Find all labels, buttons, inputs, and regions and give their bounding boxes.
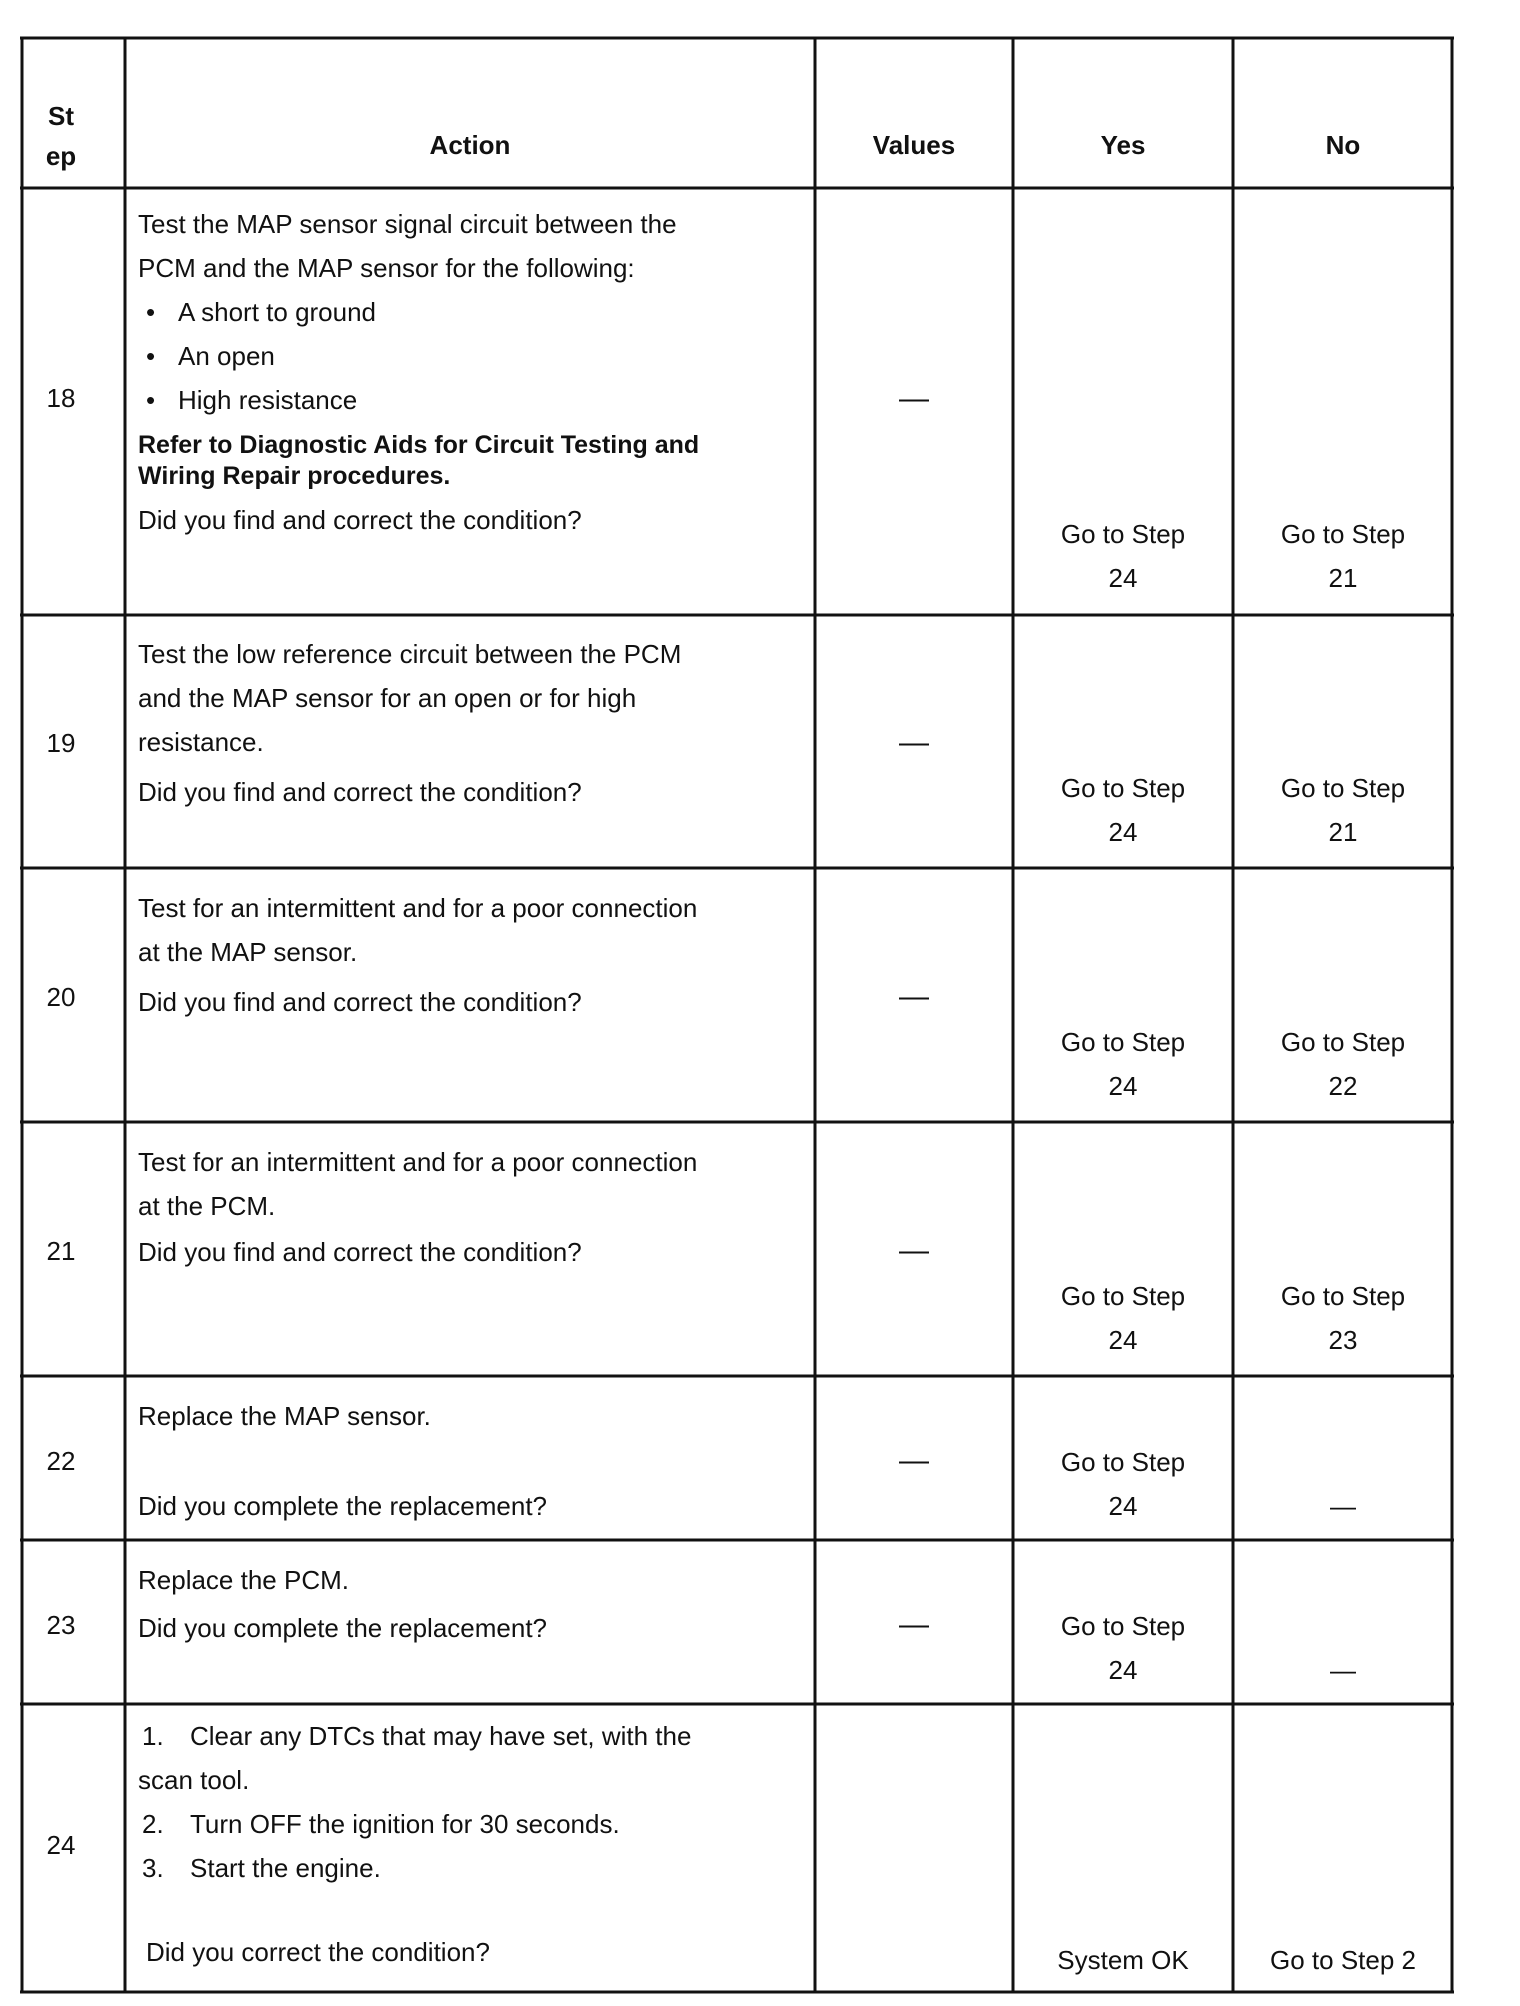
yes-label: Go to Step (1060, 519, 1186, 549)
action-line: Test the MAP sensor signal circuit between the (138, 209, 677, 239)
yes-step: 24 (1108, 1655, 1138, 1685)
action-question: Did you find and correct the condition? (138, 777, 582, 807)
yes-label: Go to Step (1060, 1611, 1186, 1641)
bullet-item: • An open (138, 334, 798, 378)
item-number: 3. (142, 1853, 164, 1883)
action-text (138, 886, 798, 1024)
yes-label: Go to Step (1060, 1281, 1186, 1311)
step-number: 22 (46, 1446, 76, 1476)
item-text: Clear any DTCs that may have set, with the (190, 1721, 692, 1751)
action-question: Did you correct the condition? (146, 1937, 490, 1967)
no-cell (1233, 1484, 1453, 1528)
values-cell: — (899, 1608, 929, 1641)
no-label: Go to Step (1280, 773, 1406, 803)
step-number: 24 (46, 1830, 76, 1860)
item-number: 2. (142, 1809, 164, 1839)
step-number: 18 (46, 383, 76, 413)
no-cell (1233, 1020, 1453, 1108)
header-step-line2: ep (45, 141, 77, 171)
header-action: Action (429, 130, 511, 160)
header-values: Values (872, 130, 956, 160)
no-cell (1233, 512, 1453, 600)
values-cell: — (899, 1444, 929, 1477)
yes-step: 24 (1108, 1491, 1138, 1521)
action-note: Refer to Diagnostic Aids for Circuit Testing and Wiring Repair procedures. (138, 431, 700, 490)
no-step: 23 (1328, 1325, 1358, 1355)
no-dash: — (1330, 1491, 1356, 1521)
action-text (138, 632, 798, 814)
step-number: 20 (46, 982, 76, 1012)
numbered-item (138, 1846, 798, 1890)
no-step: 22 (1328, 1071, 1358, 1101)
action-line: Replace the PCM. (138, 1565, 349, 1595)
action-line: resistance. (138, 727, 264, 757)
item-text: Start the engine. (190, 1853, 381, 1883)
yes-cell (1013, 1604, 1233, 1692)
action-question: Did you find and correct the condition? (138, 987, 582, 1017)
step-number: 21 (46, 1236, 76, 1266)
item-text-continued: scan tool. (138, 1765, 250, 1795)
no-step: 21 (1328, 563, 1358, 593)
values-cell: — (899, 726, 929, 759)
yes-cell (1013, 766, 1233, 854)
values-cell: — (899, 1234, 929, 1267)
no-dash: — (1330, 1655, 1356, 1685)
yes-step: 24 (1108, 817, 1138, 847)
action-line: at the MAP sensor. (138, 937, 358, 967)
action-question: Did you complete the replacement? (138, 1491, 548, 1521)
header-step (20, 96, 102, 176)
no-cell (1233, 766, 1453, 854)
values-cell: — (899, 980, 929, 1013)
action-text (138, 1394, 798, 1528)
no-label: Go to Step 2 (1270, 1945, 1416, 1975)
values-cell: — (899, 382, 929, 415)
yes-label: System OK (1057, 1945, 1189, 1975)
yes-step: 24 (1108, 563, 1138, 593)
header-no: No (1325, 130, 1361, 160)
step-number: 23 (46, 1610, 76, 1640)
yes-step: 24 (1108, 1071, 1138, 1101)
action-line: Test the low reference circuit between the PCM (138, 639, 682, 669)
yes-cell (1013, 512, 1233, 600)
action-line: Test for an intermittent and for a poor connection (138, 1147, 698, 1177)
numbered-item (138, 1714, 798, 1758)
action-text (138, 1140, 798, 1274)
bullet-item: • A short to ground (138, 290, 798, 334)
no-label: Go to Step (1280, 1027, 1406, 1057)
bullet-item: • High resistance (138, 378, 798, 422)
action-line: Replace the MAP sensor. (138, 1401, 431, 1431)
action-question: Did you find and correct the condition? (138, 1237, 582, 1267)
action-question: Did you find and correct the condition? (138, 505, 582, 535)
item-number: 1. (142, 1721, 164, 1751)
step-number: 19 (46, 728, 76, 758)
action-line: at the PCM. (138, 1191, 276, 1221)
no-cell (1233, 1648, 1453, 1692)
yes-step: 24 (1108, 1325, 1138, 1355)
item-text: Turn OFF the ignition for 30 seconds. (190, 1809, 620, 1839)
yes-label: Go to Step (1060, 1027, 1186, 1057)
no-label: Go to Step (1280, 519, 1406, 549)
yes-cell (1013, 1938, 1233, 1982)
header-step-line1: St (48, 101, 74, 131)
no-label: Go to Step (1280, 1281, 1406, 1311)
no-step: 21 (1328, 817, 1358, 847)
action-text (138, 1714, 798, 1974)
action-line: PCM and the MAP sensor for the following: (138, 253, 635, 283)
action-question: Did you complete the replacement? (138, 1613, 548, 1643)
header-yes: Yes (1100, 130, 1146, 160)
yes-label: Go to Step (1060, 1447, 1186, 1477)
action-line: Test for an intermittent and for a poor connection (138, 893, 698, 923)
no-cell (1233, 1938, 1453, 1982)
no-cell (1233, 1274, 1453, 1362)
yes-cell (1013, 1020, 1233, 1108)
action-text (138, 202, 798, 542)
yes-cell (1013, 1274, 1233, 1362)
yes-label: Go to Step (1060, 773, 1186, 803)
yes-cell (1013, 1440, 1233, 1528)
action-text (138, 1558, 798, 1650)
numbered-item (138, 1802, 798, 1846)
action-line: and the MAP sensor for an open or for high (138, 683, 637, 713)
